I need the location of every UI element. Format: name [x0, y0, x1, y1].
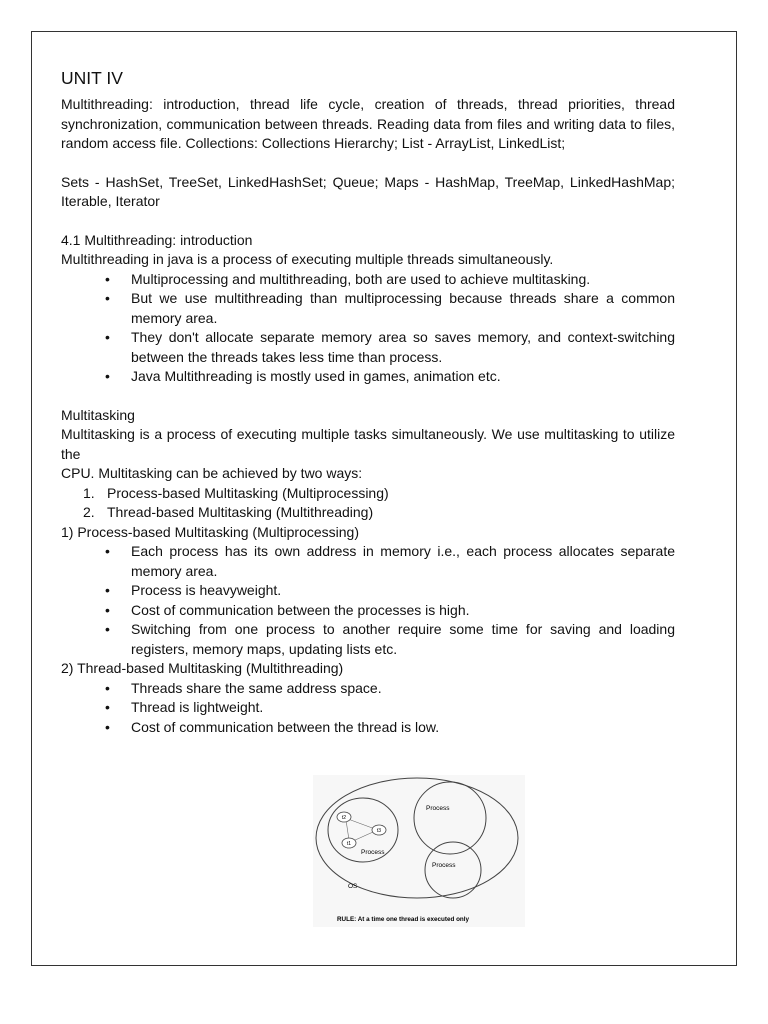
thread-t1-label: t1	[346, 841, 352, 847]
list-item-text: Process-based Multitasking (Multiprocessing)	[107, 484, 389, 501]
list-item	[83, 503, 675, 523]
process-based-heading: 1) Process-based Multitasking (Multiprocessing)	[61, 523, 359, 540]
os-label: OS	[348, 883, 358, 890]
list-item: • Switching from one process to another require some time for saving and loading registers, memory maps, updating lists etc.	[131, 620, 675, 659]
list-item: • They don't allocate separate memory area so saves memory, and context-switching between the threads takes less time than process.	[131, 328, 675, 367]
intro-paragraph: Multithreading: introduction, thread life cycle, creation of threads, thread priorities, thread synchronization, communication between threads. Reading data from files and writing data to files, random access file. Collections: Collections Hierarchy; List - ArrayList, LinkedList;	[61, 96, 675, 151]
thread-t3-label: t3	[376, 828, 382, 834]
thread-based-heading: 2) Thread-based Multitasking (Multithreading)	[61, 660, 344, 676]
multitasking-paragraph: Multitasking is a process of executing multiple tasks simultaneously. We use multitasking to utilize the	[61, 426, 675, 462]
process-label-2: Process	[426, 805, 450, 812]
os-process-diagram	[313, 775, 525, 927]
list-number: 2.	[83, 504, 95, 520]
document-content	[61, 67, 675, 737]
unit-title: UNIT IV	[61, 68, 123, 88]
list-item	[83, 484, 675, 504]
section-4-1-heading: 4.1 Multithreading: introduction	[61, 231, 253, 248]
list-item: • Cost of communication between the thread is low.	[131, 718, 675, 738]
process-based-bullets	[61, 542, 675, 659]
thread-based-bullets	[61, 679, 675, 738]
rule-caption: RULE: At a time one thread is executed only	[337, 916, 470, 923]
list-item: • Thread is lightweight.	[131, 698, 675, 718]
diagram-svg	[313, 775, 525, 927]
list-item: • Threads share the same address space.	[131, 679, 675, 699]
sets-paragraph: Sets - HashSet, TreeSet, LinkedHashSet; Queue; Maps - HashMap, TreeMap, LinkedHashMap; Iterable, Iterator	[61, 173, 675, 209]
list-item: • Each process has its own address in memory i.e., each process allocates separate memory area.	[131, 542, 675, 581]
thread-t2-label: t2	[341, 815, 347, 821]
list-item: • Multiprocessing and multithreading, both are used to achieve multitasking.	[131, 270, 675, 290]
list-number: 1.	[83, 484, 95, 501]
section-4-1-bullets	[61, 270, 675, 387]
list-item-text: Thread-based Multitasking (Multithreading)	[107, 504, 374, 520]
multitasking-ways-list	[61, 484, 675, 523]
diagram-background	[313, 775, 525, 927]
process-label-1: Process	[361, 849, 385, 856]
section-4-1-lead: Multithreading in java is a process of executing multiple threads simultaneously.	[61, 251, 554, 267]
multitasking-paragraph-2: CPU. Multitasking can be achieved by two ways:	[61, 465, 363, 481]
list-item: • But we use multithreading than multiprocessing because threads share a common memory area.	[131, 289, 675, 328]
list-item: • Cost of communication between the processes is high.	[131, 601, 675, 621]
list-item: • Process is heavyweight.	[131, 581, 675, 601]
multitasking-heading: Multitasking	[61, 406, 135, 423]
list-item: • Java Multithreading is mostly used in games, animation etc.	[131, 367, 675, 387]
process-label-3: Process	[432, 862, 456, 869]
